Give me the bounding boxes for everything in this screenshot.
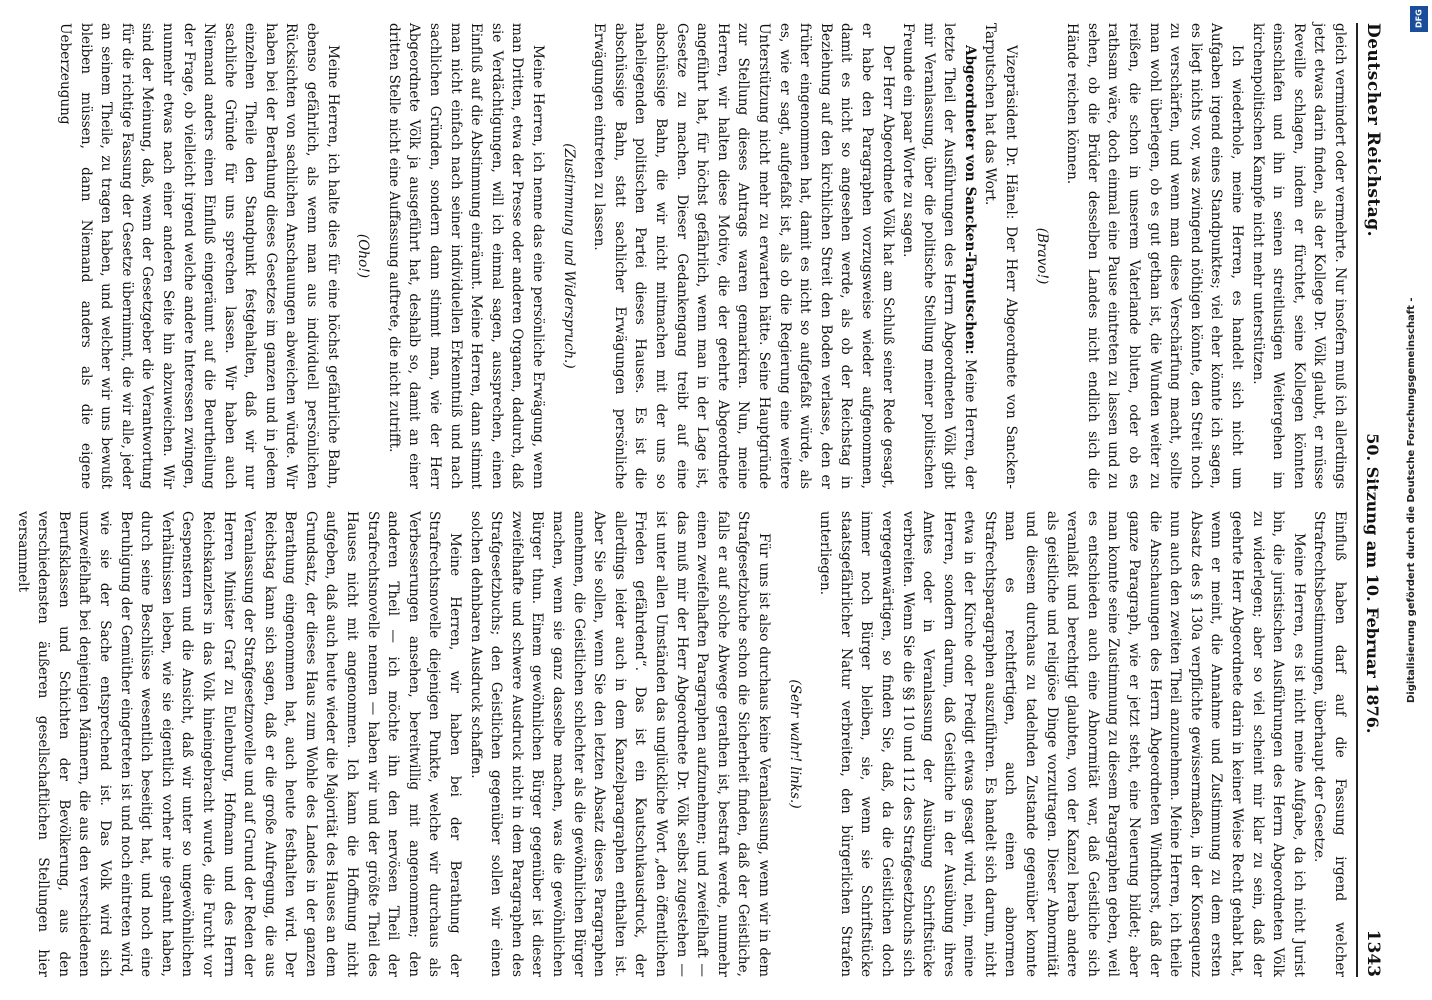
- interjection: (Sehr wahr! links.): [786, 679, 803, 809]
- paragraph: [898, 23, 980, 489]
- speech-text: Meine Herren, der letzte Theil der Ausführungen des Herrn Abgeordneten Völk gibt mir Veranlassung, über die politische Stellung meiner politischen Freunde ein paar Worte zu sagen.: [900, 23, 978, 489]
- paragraph: Meine Herren, wir haben bei der Berathung der Strafrechtsnovelle diejenigen Punkte, welche wir durchaus als Verbesserungen ansehen, bereitwillig mit angenommen; den anderen Theil — ich möchte ihn den nervösen Theil der Strafrechtsnovelle nennen — haben wir und der größte Theil des Hauses nicht mit angenommen. Ich kann die Hoffnung nicht aufgeben, daß auch heute wieder die Majorität des Hauses an dem Grundsatz, der dieses Haus zum Wohle des Landes in der ganzen Berathung eingenommen hat, auch heute festhalten wird. Der Reichstag kann sich sagen, daß er die große Aufregung, die aus Veranlassung der Strafgesetznovelle und auf Grund der Reden der Herren Minister Graf zu Eulenburg, Hofmann und des Herrn Reichskanzlers in das Volk hineingebracht wurde, die Furcht vor Gespenstern und die Ansicht, daß wir unter so ungewöhnlichen Verhältnissen leben, wie sie eigentlich vorher nie geahnt haben, durch seine Beschlüsse wesentlich beseitigt hat, und noch eine Beruhigung der Gemüther eingetreten ist und noch eintreten wird, wie sie der Sache entsprechend ist. Das Volk wird sich unzweifelhaft bei denjenigen Männern, die aus den verschiedenen Berufsklassen und Schichten der Bevölkerung, aus den verschiedensten äußeren gesellschaftlichen Stellungen hier versammelt: [14, 511, 464, 977]
- paragraph: Einfluß haben darf auf die Fassung irgend welcher Strafrechtsbestimmungen, überhaupt der Gesetze.: [1311, 511, 1348, 977]
- running-title: Deutscher Reichstag.: [1363, 23, 1383, 238]
- paragraph: Für uns ist also durchaus keine Veranlassung, wenn wir in dem Strafgesetzbuche schon die Sicherheit finden, daß der Geistliche, falls er auf solche Abwege gerathen ist, bestraft werde, nunmehr einen zweifelhaften Paragraphen aufzunehmen; und zweifelhaft — das muß mir der Herr Abgeordnete Dr. Völk selbst zugestehen — ist unter allen Umständen das unglückliche Wort „den öffentlichen Frieden gefährdend“. Das ist ein Kautschukausdruck, der allerdings leider auch in dem Kanzelparagraphen enthalten ist. Aber Sie sollen, wenn Sie den letzten Absatz dieses Paragraphen annehmen, die Geistlichen schlechter als die gewöhnlichen Bürger machen, wenn sie ganz dasselbe machen, was die gewöhnlichen Bürger thun. Einem gewöhnlichen Bürger gegenüber ist dieser zweifelhafte und schwere Ausdruck nicht in dem Paragraphen des Strafgesetzbuchs; den Geistlichen gegenüber sollen wir einen solchen dehnbaren Ausdruck schaffen.: [467, 511, 772, 977]
- paragraph: gleich vermindert oder vermehrte. Nur insofern muß ich allerdings jetzt etwas darin finden, als der Kollege Dr. Völk glaubt, er müsse Reveille schlagen, indem er fürchtet, seine Kollegen könnten einschlafen und ihn in seinen streitlustigen Weitergehen im kirchenpolitischen Kampfe nicht mehr unterstützen.: [1249, 23, 1348, 489]
- paragraph: Vizepräsident Dr. Hänel: Der Herr Abgeordnete von Sancken-Tarputschen hat das Wort.: [982, 23, 1020, 489]
- paragraph: Ich wiederhole, meine Herren, es handelt sich nicht um Aufgaben irgend eines Standpunktes; viel eher könnte ich sagen, es liegt nichts vor, was zwingend nöthigen könnte, den Streit noch zu verschärfen, und wenn man diese Verschärfung macht, sollte man wohl überlegen, ob es gut gethan ist, die Wunden weiter zu reißen, die schon in unserem Vaterlande bluten, oder ob es rathsam wäre, doch einmal eine Pause eintreten zu lassen und zu sehen, ob die Brüder desselben Landes nicht endlich sich die Hände reichen können.: [1064, 23, 1246, 489]
- paragraph: Meine Herren, ich halte dies für eine höchst gefährliche Bahn, ebenso gefährlich, als wenn man aus individuell persönlichen Rücksichten von sachlichen Anschauungen abweichen würde. Wir haben bei der Berathung dieses Gesetzes im ganzen und in jedem einzelnen Theile den Standpunkt festgehalten, daß wir nur sachliche Gründe für uns sprechen lassen. Wir haben auch Niemand anders einen Einfluß eingeräumt auf die Beurtheilung der Frage, ob vielleicht irgend welche andere Interessen zwingen, nunmehr etwas nach einer anderen Seite hin abzuweichen. Wir sind der Meinung, daß, wenn der Gesetzgeber die Verantwortung für die richtige Fassung der Gesetze übernimmt, die wir alle, jeder an seinem Theile, zu tragen haben, und welcher wir uns bewußt bleiben müssen, dann Niemand anders als die eigene Ueberzeugung: [56, 23, 341, 489]
- session-info: 50. Sitzung am 10. Februar 1876.: [1363, 433, 1383, 734]
- page-header: [1356, 23, 1388, 977]
- paragraph: Der Herr Abgeordnete Völk hat am Schluß seiner Rede gesagt, er habe den Paragraphen vorzugsweise wieder aufgenommen, damit es nicht so angesehen werde, als ob der Reichstag in Beziehung auf den kirchlichen Streit den Boden verlasse, den er früher eingenommen hat, damit es nicht so aufgefaßt würde, als es, wie er sagt, aufgefaßt ist, als ob die Regierung eine weitere Unterstützung nicht mehr zu erwarten hätte. Seine Hauptgründe zur Stellung dieses Antrags waren gemarkiren. Nun, meine Herren, wir halten diese Motive, die der geehrte Abgeordnete angeführt hat, für höchst gefährlich, wenn man in der Lage ist, Gesetze zu machen. Dieser Gedankengang treibt auf eine abschüssige Bahn, die wir nicht mitmachen mit der uns so naheliegenden politischen Partei dieses Hauses. Es ist die abschüssige Bahn, statt sachlicher Erwägungen persönliche Erwägungen eintreten zu lassen.: [591, 23, 896, 489]
- speaker-name: Abgeordneter von Sancken-Tarputschen:: [961, 45, 978, 355]
- page-number: 1343: [1363, 929, 1383, 977]
- interjection: (Oho!): [355, 233, 372, 279]
- left-column: [12, 23, 1350, 489]
- right-column: [12, 511, 1350, 977]
- paragraph: Meine Herren, es ist nicht meine Aufgabe, da ich nicht Jurist bin, die juristischen Ausführungen des Herrn Abgeordneten Völk zu widerlegen; aber so viel scheint mir klar zu sein, daß der geehrte Herr Abgeordnete darin in keiner Weise Recht gehabt hat, wenn er meint, die Annahme und Zustimmung zu dem ersten Absatz des § 130a verpflichte gewissermaßen, in der Konsequenz nun auch den zweiten Theil anzunehmen. Meine Herren, ich theile die Anschauungen des Herrn Abgeordneten Windthorst, daß der ganze Paragraph, wie er jetzt steht, eine Neuerung bildet; aber man konnte seine Zustimmung zu diesem Paragraphen geben, weil es entschieden auch eine Abnormität war, daß Geistliche sich veranlaßt und berechtigt glaubten, von der Kanzel herab andere als geistliche und religiöse Dinge vorzutragen. Dieser Abnormität und diesem durchaus zu tadelnden Zustande gegenüber konnte man es rechtfertigen, auch einen abnormen Strafrechtsparagraphen auszuführen. Es handelt sich darum, nicht etwa in der Kirche oder Predigt etwas gesagt wird, nein, meine Herren, sondern darum, daß Geistliche in der Ausübung ihres Amtes oder in Veranlassung der Ausübung Schriftstücke verbreiten. Wenn Sie die §§ 110 und 112 des Strafgesetzbuchs sich vergegenwärtigen, so finden Sie, daß, da die Geistlichen doch immer noch Bürger bleiben, sie, wenn sie Schriftstücke staatsgefährlicher Natur verbreiten, den bürgerlichen Strafen unterliegen.: [817, 511, 1307, 977]
- paragraph: Meine Herren, ich nenne das eine persönliche Erwägung, wenn man Dritten, etwa der Presse oder anderen Organen, dadurch, daß sie Verdächtigungen, will ich einmal sagen, aussprechen, einen Einfluß auf die Abstimmung einräumt. Meine Herren, dann stimmt man nicht einfach nach seiner individuellen Erkenntniß und nach sachlichen Gründen, sondern dann stimmt man, wie der Herr Abgeordnete Völk ja ausgeführt hat, deshalb so, damit an einer dritten Stelle nicht eine Auffassung auftrete, die nicht zutrifft.: [385, 23, 547, 489]
- document-page: [14, 5, 1402, 995]
- interjection: (Zustimmung und Widerspruch.): [560, 143, 577, 369]
- interjection: (Bravo!): [1033, 227, 1050, 285]
- dfg-logo: DFG: [1410, 6, 1428, 32]
- text-columns: [14, 23, 1350, 977]
- digitization-credit: Digitalisierung gefördert durch die Deutsche Forschungsgemeinschaft -: [1406, 297, 1417, 703]
